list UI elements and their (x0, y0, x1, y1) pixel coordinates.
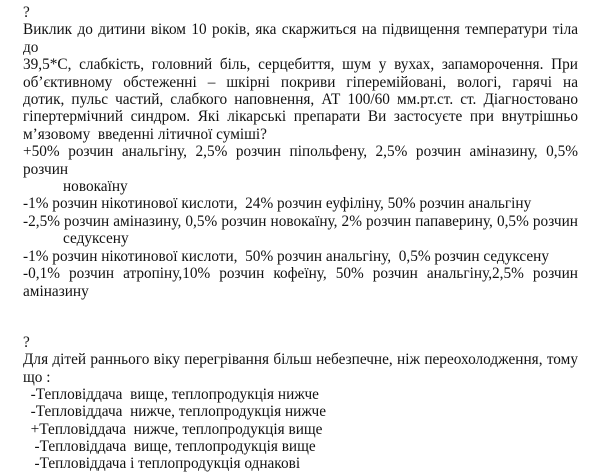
answer-option: -Тепловіддача вище, теплопродукція вище (23, 437, 316, 455)
answer-option: -1% розчин нікотинової кислоти, 50% розчин анальгіну, 0,5% розчин седуксену (23, 247, 550, 265)
answer-options (23, 143, 578, 300)
option-text: -2,5% розчин аміназину, 0,5% розчин новокаїну, 2% розчин папаверину, 0,5% розчин (23, 212, 578, 230)
answer-option-correct: +Тепловіддача нижче, теплопродукція вище (23, 420, 323, 438)
stem-line: гіпертермічний синдром. Які лікарські препарати Ви застосуєте при внутрішньо (23, 108, 578, 126)
option-text: -0,1% розчин атропіну,10% розчин кофеїну, 50% розчин анальгіну,2,5% розчин (23, 265, 578, 283)
stem-line: об’єктивному обстеженні – шкірні покриви гіперемійовані, вологі, гарячі на (23, 73, 578, 91)
option-text-continued: седуксену (63, 230, 129, 248)
question-marker: ? (23, 4, 30, 21)
answer-option: -Тепловіддача і теплопродукція однакові (23, 454, 301, 472)
answer-option (23, 265, 578, 300)
answer-option: -1% розчин нікотинової кислоти, 24% розчин еуфіліну, 50% розчин анальгіну (23, 195, 532, 213)
answer-option-correct (23, 143, 578, 195)
option-text: +50% розчин анальгіну, 2,5% розчин піпольфену, 2,5% розчин аміназину, 0,5% розчин (23, 143, 578, 178)
document-body (23, 0, 578, 472)
answer-options (23, 386, 578, 472)
option-text-continued: новокаїну (63, 178, 128, 196)
stem-line: Для дітей раннього віку перегрівання більш небезпечне, ніж переохолодження, тому (23, 351, 578, 369)
question-stem (23, 21, 578, 143)
answer-option (23, 213, 578, 248)
answer-option: -Тепловіддача вище, теплопродукція нижче (23, 386, 319, 404)
option-text-continued: аміназину (23, 282, 89, 300)
stem-line: м’язовому введенні літичної суміші? (23, 125, 267, 143)
blank-space (23, 300, 578, 334)
stem-line: дотик, пульс частий, слабкого наповнення, АТ 100/60 мм.рт.ст. ст. Діагностовано (23, 91, 578, 109)
stem-line: 39,5*С, слабкість, головний біль, серцебиття, шум у вухах, запаморочення. При (23, 56, 578, 74)
question-2 (23, 334, 578, 472)
question-marker: ? (23, 333, 30, 351)
stem-line: що : (23, 368, 51, 386)
answer-option: -Тепловіддача нижче, теплопродукція нижче (23, 403, 326, 421)
question-1 (23, 4, 578, 300)
question-stem (23, 351, 578, 386)
stem-line: Виклик до дитини віком 10 років, яка скаржиться на підвищення температури тіла до (23, 21, 578, 56)
